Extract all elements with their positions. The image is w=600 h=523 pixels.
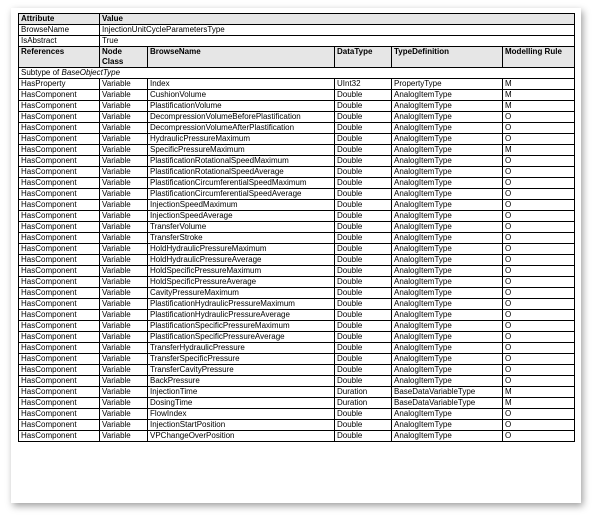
table-row <box>19 211 575 222</box>
browse-name-cell: PlastificationRotationalSpeedMaximum <box>148 156 335 167</box>
modelling-rule-cell: O <box>503 288 575 299</box>
browse-name-cell: PlastificationRotationalSpeedAverage <box>148 167 335 178</box>
node-class-cell: Variable <box>100 409 148 420</box>
node-class-cell: Variable <box>100 90 148 101</box>
browse-name-cell: InjectionTime <box>148 387 335 398</box>
node-class-cell: Variable <box>100 387 148 398</box>
browse-name-cell: DosingTime <box>148 398 335 409</box>
browse-name-cell: FlowIndex <box>148 409 335 420</box>
reference-cell: HasComponent <box>19 233 100 244</box>
table-row <box>19 398 575 409</box>
type-definition-cell: AnalogItemType <box>392 266 503 277</box>
type-definition-cell: AnalogItemType <box>392 310 503 321</box>
reference-cell: HasComponent <box>19 332 100 343</box>
node-class-cell: Variable <box>100 299 148 310</box>
table-row <box>19 387 575 398</box>
type-definition-table <box>18 13 575 442</box>
is-abstract-value: True <box>100 36 575 47</box>
table-row <box>19 255 575 266</box>
table-row <box>19 321 575 332</box>
reference-cell: HasComponent <box>19 299 100 310</box>
modelling-rule-cell: O <box>503 321 575 332</box>
modelling-rule-cell: M <box>503 79 575 90</box>
table-row <box>19 266 575 277</box>
reference-cell: HasProperty <box>19 79 100 90</box>
browse-name-cell: TransferSpecificPressure <box>148 354 335 365</box>
type-definition-cell: AnalogItemType <box>392 354 503 365</box>
table-row <box>19 244 575 255</box>
table-row <box>19 233 575 244</box>
modelling-rule-cell: O <box>503 200 575 211</box>
node-class-cell: Variable <box>100 310 148 321</box>
node-class-cell: Variable <box>100 288 148 299</box>
modelling-rule-cell: O <box>503 376 575 387</box>
type-definition-cell: AnalogItemType <box>392 255 503 266</box>
modelling-rule-header: Modelling Rule <box>503 47 575 68</box>
table-row <box>19 178 575 189</box>
node-class-header: Node Class <box>100 47 148 68</box>
is-abstract-row <box>19 36 575 47</box>
modelling-rule-cell: O <box>503 134 575 145</box>
type-definition-cell: AnalogItemType <box>392 431 503 442</box>
data-type-cell: Double <box>335 211 392 222</box>
type-definition-cell: AnalogItemType <box>392 299 503 310</box>
table-row <box>19 332 575 343</box>
reference-cell: HasComponent <box>19 354 100 365</box>
table-row <box>19 310 575 321</box>
modelling-rule-cell: O <box>503 354 575 365</box>
node-class-cell: Variable <box>100 79 148 90</box>
type-definition-cell: AnalogItemType <box>392 200 503 211</box>
node-class-cell: Variable <box>100 398 148 409</box>
modelling-rule-cell: O <box>503 277 575 288</box>
reference-cell: HasComponent <box>19 101 100 112</box>
node-class-cell: Variable <box>100 123 148 134</box>
node-class-cell: Variable <box>100 277 148 288</box>
type-definition-cell: AnalogItemType <box>392 233 503 244</box>
reference-cell: HasComponent <box>19 398 100 409</box>
data-type-cell: UInt32 <box>335 79 392 90</box>
data-type-cell: Double <box>335 255 392 266</box>
reference-cell: HasComponent <box>19 255 100 266</box>
browse-name-cell: CushionVolume <box>148 90 335 101</box>
node-class-cell: Variable <box>100 222 148 233</box>
reference-cell: HasComponent <box>19 310 100 321</box>
reference-cell: HasComponent <box>19 244 100 255</box>
reference-cell: HasComponent <box>19 387 100 398</box>
browse-name-cell: InjectionSpeedMaximum <box>148 200 335 211</box>
data-type-cell: Double <box>335 310 392 321</box>
reference-cell: HasComponent <box>19 189 100 200</box>
browse-name-cell: DecompressionVolumeBeforePlastification <box>148 112 335 123</box>
modelling-rule-cell: O <box>503 409 575 420</box>
type-definition-cell: AnalogItemType <box>392 211 503 222</box>
reference-cell: HasComponent <box>19 343 100 354</box>
node-class-cell: Variable <box>100 376 148 387</box>
type-definition-cell: AnalogItemType <box>392 112 503 123</box>
reference-cell: HasComponent <box>19 365 100 376</box>
node-class-cell: Variable <box>100 156 148 167</box>
data-type-cell: Double <box>335 101 392 112</box>
table-row <box>19 101 575 112</box>
browse-name-cell: HoldHydraulicPressureAverage <box>148 255 335 266</box>
data-type-cell: Double <box>335 233 392 244</box>
node-class-cell: Variable <box>100 354 148 365</box>
modelling-rule-cell: O <box>503 310 575 321</box>
modelling-rule-cell: O <box>503 156 575 167</box>
subtype-cell <box>19 68 575 79</box>
type-definition-cell: AnalogItemType <box>392 134 503 145</box>
browse-name-cell: TransferStroke <box>148 233 335 244</box>
node-class-cell: Variable <box>100 112 148 123</box>
type-definition-cell: AnalogItemType <box>392 167 503 178</box>
node-class-cell: Variable <box>100 178 148 189</box>
reference-cell: HasComponent <box>19 420 100 431</box>
attribute-header: Attribute <box>19 14 100 25</box>
node-class-cell: Variable <box>100 431 148 442</box>
node-class-cell: Variable <box>100 200 148 211</box>
browse-name-label: BrowseName <box>19 25 100 36</box>
node-class-cell: Variable <box>100 266 148 277</box>
subtype-row <box>19 68 575 79</box>
reference-cell: HasComponent <box>19 409 100 420</box>
table-row <box>19 200 575 211</box>
data-type-cell: Double <box>335 420 392 431</box>
modelling-rule-cell: M <box>503 90 575 101</box>
type-definition-cell: AnalogItemType <box>392 288 503 299</box>
browse-name-value: InjectionUnitCycleParametersType <box>100 25 575 36</box>
browse-name-cell: DecompressionVolumeAfterPlastification <box>148 123 335 134</box>
browse-name-cell: HoldSpecificPressureAverage <box>148 277 335 288</box>
data-type-cell: Double <box>335 123 392 134</box>
modelling-rule-cell: O <box>503 211 575 222</box>
reference-cell: HasComponent <box>19 431 100 442</box>
data-type-cell: Double <box>335 178 392 189</box>
table-row <box>19 365 575 376</box>
data-type-cell: Double <box>335 277 392 288</box>
browse-name-cell: PlastificationVolume <box>148 101 335 112</box>
modelling-rule-cell: O <box>503 123 575 134</box>
type-definition-cell: AnalogItemType <box>392 123 503 134</box>
modelling-rule-cell: M <box>503 387 575 398</box>
browse-name-cell: CavityPressureMaximum <box>148 288 335 299</box>
browse-name-cell: TransferVolume <box>148 222 335 233</box>
browse-name-cell: HoldHydraulicPressureMaximum <box>148 244 335 255</box>
type-definition-cell: AnalogItemType <box>392 145 503 156</box>
data-type-cell: Double <box>335 90 392 101</box>
type-definition-cell: AnalogItemType <box>392 420 503 431</box>
browse-name-cell: PlastificationHydraulicPressureAverage <box>148 310 335 321</box>
modelling-rule-cell: O <box>503 299 575 310</box>
reference-cell: HasComponent <box>19 145 100 156</box>
modelling-rule-cell: O <box>503 178 575 189</box>
table-row <box>19 79 575 90</box>
type-definition-cell: AnalogItemType <box>392 222 503 233</box>
modelling-rule-cell: O <box>503 244 575 255</box>
type-definition-cell: AnalogItemType <box>392 101 503 112</box>
reference-cell: HasComponent <box>19 277 100 288</box>
modelling-rule-cell: O <box>503 266 575 277</box>
node-class-cell: Variable <box>100 134 148 145</box>
node-class-cell: Variable <box>100 244 148 255</box>
browse-name-cell: TransferCavityPressure <box>148 365 335 376</box>
data-type-cell: Double <box>335 321 392 332</box>
type-definition-cell: AnalogItemType <box>392 365 503 376</box>
data-type-cell: Double <box>335 343 392 354</box>
node-class-cell: Variable <box>100 211 148 222</box>
browse-name-cell: PlastificationSpecificPressureAverage <box>148 332 335 343</box>
table-row <box>19 134 575 145</box>
browse-name-cell: VPChangeOverPosition <box>148 431 335 442</box>
data-type-cell: Double <box>335 189 392 200</box>
type-definition-cell: AnalogItemType <box>392 332 503 343</box>
type-definition-cell: PropertyType <box>392 79 503 90</box>
data-type-cell: Double <box>335 431 392 442</box>
modelling-rule-cell: O <box>503 332 575 343</box>
value-header: Value <box>100 14 575 25</box>
node-class-cell: Variable <box>100 233 148 244</box>
type-definition-cell: AnalogItemType <box>392 277 503 288</box>
reference-cell: HasComponent <box>19 376 100 387</box>
browse-name-header: BrowseName <box>148 47 335 68</box>
reference-cell: HasComponent <box>19 123 100 134</box>
modelling-rule-cell: O <box>503 431 575 442</box>
table-row <box>19 288 575 299</box>
node-class-cell: Variable <box>100 167 148 178</box>
table-row <box>19 156 575 167</box>
modelling-rule-cell: M <box>503 101 575 112</box>
table-row <box>19 420 575 431</box>
modelling-rule-cell: O <box>503 233 575 244</box>
data-type-cell: Double <box>335 376 392 387</box>
table-row <box>19 431 575 442</box>
type-definition-cell: AnalogItemType <box>392 409 503 420</box>
data-type-cell: Double <box>335 332 392 343</box>
browse-name-cell: BackPressure <box>148 376 335 387</box>
data-type-cell: Double <box>335 156 392 167</box>
modelling-rule-cell: O <box>503 365 575 376</box>
data-type-cell: Double <box>335 112 392 123</box>
node-class-cell: Variable <box>100 321 148 332</box>
modelling-rule-cell: M <box>503 398 575 409</box>
browse-name-cell: HoldSpecificPressureMaximum <box>148 266 335 277</box>
modelling-rule-cell: M <box>503 145 575 156</box>
modelling-rule-cell: O <box>503 222 575 233</box>
type-definition-cell: AnalogItemType <box>392 189 503 200</box>
browse-name-cell: PlastificationHydraulicPressureMaximum <box>148 299 335 310</box>
table-row <box>19 112 575 123</box>
reference-cell: HasComponent <box>19 134 100 145</box>
table-row <box>19 343 575 354</box>
browse-name-cell: Index <box>148 79 335 90</box>
type-definition-cell: AnalogItemType <box>392 321 503 332</box>
data-type-cell: Double <box>335 134 392 145</box>
browse-name-cell: SpecificPressureMaximum <box>148 145 335 156</box>
node-class-cell: Variable <box>100 145 148 156</box>
table-row <box>19 145 575 156</box>
reference-cell: HasComponent <box>19 211 100 222</box>
subtype-name: BaseObjectType <box>61 68 121 77</box>
table-row <box>19 299 575 310</box>
browse-name-row <box>19 25 575 36</box>
table-row <box>19 277 575 288</box>
data-type-cell: Double <box>335 145 392 156</box>
data-type-header: DataType <box>335 47 392 68</box>
data-type-cell: Duration <box>335 387 392 398</box>
references-header: References <box>19 47 100 68</box>
table-row <box>19 189 575 200</box>
browse-name-cell: PlastificationCircumferentialSpeedMaximum <box>148 178 335 189</box>
type-definition-header: TypeDefinition <box>392 47 503 68</box>
table-row <box>19 167 575 178</box>
type-definition-cell: AnalogItemType <box>392 376 503 387</box>
modelling-rule-cell: O <box>503 420 575 431</box>
browse-name-cell: PlastificationCircumferentialSpeedAverage <box>148 189 335 200</box>
modelling-rule-cell: O <box>503 167 575 178</box>
reference-cell: HasComponent <box>19 266 100 277</box>
data-type-cell: Double <box>335 222 392 233</box>
type-definition-cell: AnalogItemType <box>392 178 503 189</box>
table-row <box>19 409 575 420</box>
reference-cell: HasComponent <box>19 321 100 332</box>
table-row <box>19 376 575 387</box>
subtype-prefix: Subtype of <box>21 68 62 77</box>
type-definition-cell: BaseDataVariableType <box>392 398 503 409</box>
type-definition-cell: AnalogItemType <box>392 343 503 354</box>
reference-cell: HasComponent <box>19 200 100 211</box>
data-type-cell: Double <box>335 299 392 310</box>
reference-cell: HasComponent <box>19 112 100 123</box>
browse-name-cell: HydraulicPressureMaximum <box>148 134 335 145</box>
is-abstract-label: IsAbstract <box>19 36 100 47</box>
modelling-rule-cell: O <box>503 255 575 266</box>
table-row <box>19 222 575 233</box>
node-class-cell: Variable <box>100 343 148 354</box>
data-type-cell: Double <box>335 200 392 211</box>
column-header-row <box>19 47 575 68</box>
node-class-cell: Variable <box>100 365 148 376</box>
data-type-cell: Double <box>335 244 392 255</box>
type-definition-cell: AnalogItemType <box>392 90 503 101</box>
node-class-cell: Variable <box>100 255 148 266</box>
reference-cell: HasComponent <box>19 167 100 178</box>
modelling-rule-cell: O <box>503 343 575 354</box>
modelling-rule-cell: O <box>503 112 575 123</box>
type-definition-cell: BaseDataVariableType <box>392 387 503 398</box>
reference-cell: HasComponent <box>19 222 100 233</box>
reference-cell: HasComponent <box>19 156 100 167</box>
table-row <box>19 354 575 365</box>
type-definition-cell: AnalogItemType <box>392 156 503 167</box>
data-type-cell: Double <box>335 409 392 420</box>
modelling-rule-cell: O <box>503 189 575 200</box>
browse-name-cell: PlastificationSpecificPressureMaximum <box>148 321 335 332</box>
node-class-cell: Variable <box>100 101 148 112</box>
data-type-cell: Double <box>335 266 392 277</box>
data-type-cell: Duration <box>335 398 392 409</box>
browse-name-cell: InjectionStartPosition <box>148 420 335 431</box>
data-type-cell: Double <box>335 288 392 299</box>
type-definition-cell: AnalogItemType <box>392 244 503 255</box>
data-type-cell: Double <box>335 354 392 365</box>
attribute-header-row <box>19 14 575 25</box>
document-page <box>11 8 581 503</box>
node-class-cell: Variable <box>100 189 148 200</box>
reference-cell: HasComponent <box>19 288 100 299</box>
data-type-cell: Double <box>335 167 392 178</box>
browse-name-cell: TransferHydraulicPressure <box>148 343 335 354</box>
browse-name-cell: InjectionSpeedAverage <box>148 211 335 222</box>
node-class-cell: Variable <box>100 420 148 431</box>
node-class-cell: Variable <box>100 332 148 343</box>
table-row <box>19 123 575 134</box>
table-row <box>19 90 575 101</box>
data-type-cell: Double <box>335 365 392 376</box>
reference-cell: HasComponent <box>19 178 100 189</box>
reference-cell: HasComponent <box>19 90 100 101</box>
